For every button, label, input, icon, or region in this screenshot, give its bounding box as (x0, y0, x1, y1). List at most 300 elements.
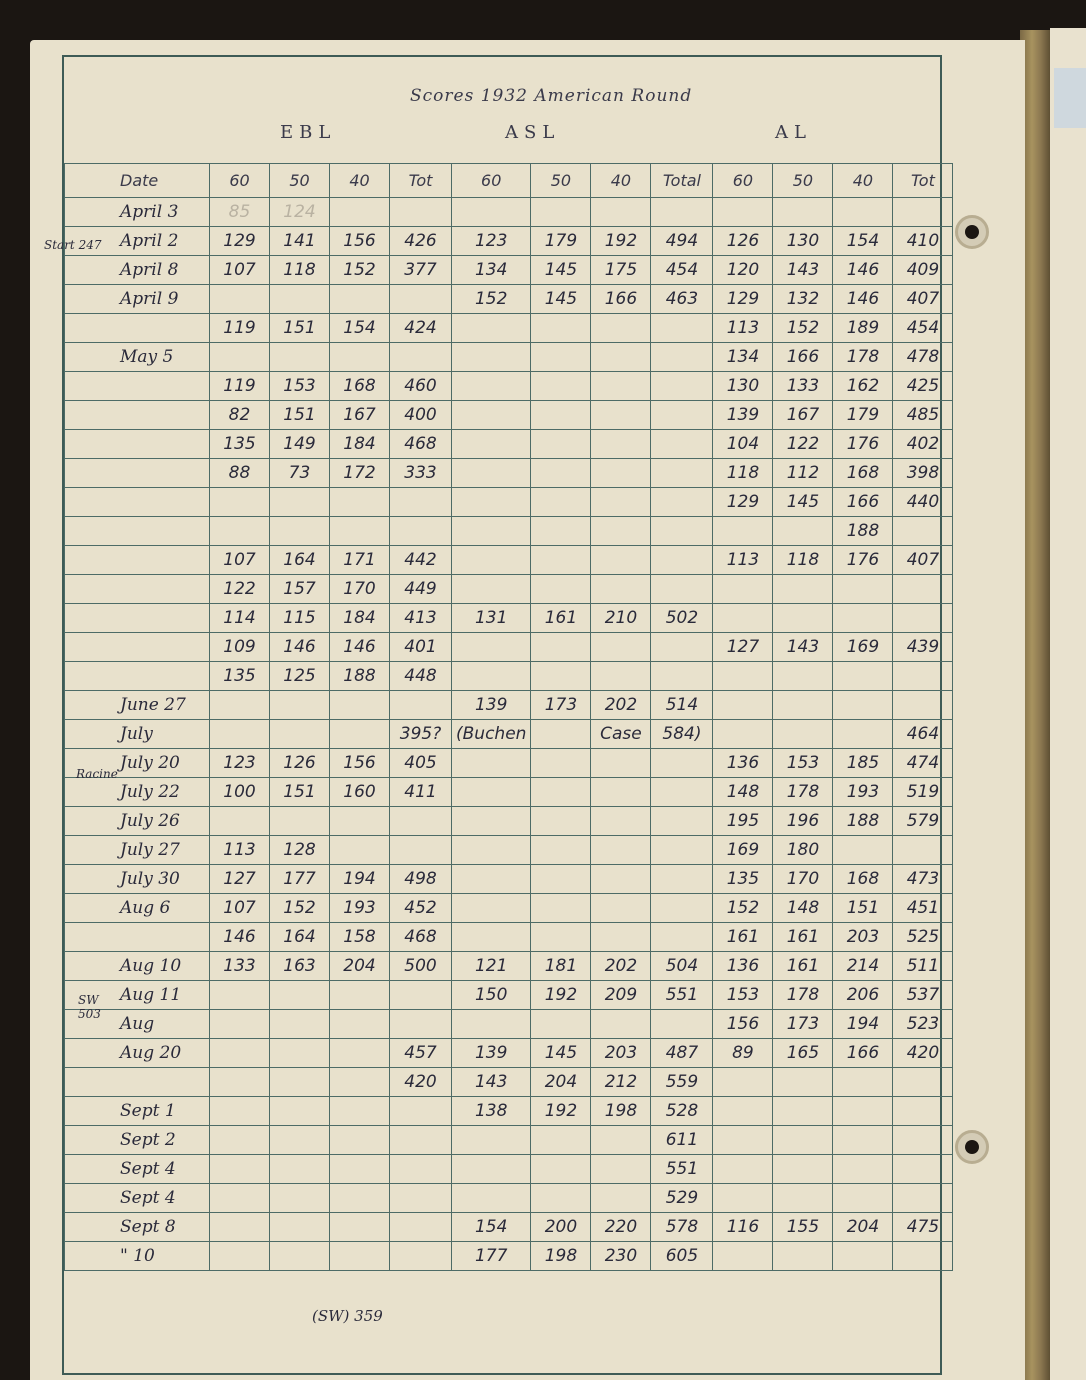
date-cell: July 26 (65, 807, 210, 836)
score-cell: 204 (330, 952, 390, 981)
score-cell: 168 (833, 865, 893, 894)
score-cell (833, 662, 893, 691)
score-cell: 185 (833, 749, 893, 778)
score-cell (531, 430, 591, 459)
score-cell (330, 1126, 390, 1155)
score-cell (591, 836, 651, 865)
score-cell (591, 1155, 651, 1184)
score-cell: 407 (893, 546, 953, 575)
score-cell: 114 (210, 604, 270, 633)
score-cell (531, 517, 591, 546)
score-cell: 523 (893, 1010, 953, 1039)
score-cell: 138 (452, 1097, 531, 1126)
score-cell (452, 662, 531, 691)
score-cell: 151 (270, 401, 330, 430)
table-row (65, 1126, 953, 1155)
table-row (65, 836, 953, 865)
score-cell (330, 1242, 390, 1271)
score-cell (713, 1184, 773, 1213)
score-cell: 475 (893, 1213, 953, 1242)
score-cell (210, 691, 270, 720)
score-cell: 452 (390, 894, 452, 923)
score-cell: 413 (390, 604, 452, 633)
score-cell (591, 343, 651, 372)
score-cell (452, 1010, 531, 1039)
column-header: Total (651, 164, 713, 198)
score-cell: 192 (591, 227, 651, 256)
score-cell (713, 720, 773, 749)
score-cell: 440 (893, 488, 953, 517)
score-cell (270, 807, 330, 836)
score-cell: 161 (531, 604, 591, 633)
score-cell: 119 (210, 372, 270, 401)
score-cell (330, 1155, 390, 1184)
table-row (65, 198, 953, 227)
column-header: 40 (591, 164, 651, 198)
score-cell: 161 (773, 952, 833, 981)
score-cell (651, 546, 713, 575)
score-cell: 107 (210, 894, 270, 923)
table-row (65, 604, 953, 633)
score-cell (210, 1068, 270, 1097)
date-cell (65, 401, 210, 430)
score-cell (651, 372, 713, 401)
score-cell: 160 (330, 778, 390, 807)
table-row (65, 575, 953, 604)
score-cell (210, 517, 270, 546)
score-cell: 125 (270, 662, 330, 691)
score-cell: 179 (833, 401, 893, 430)
score-cell (591, 749, 651, 778)
score-cell (591, 778, 651, 807)
score-cell (651, 633, 713, 662)
score-cell (651, 894, 713, 923)
score-cell (270, 691, 330, 720)
score-cell (452, 401, 531, 430)
score-cell: 161 (773, 923, 833, 952)
date-cell: July 27 (65, 836, 210, 865)
score-cell (452, 575, 531, 604)
score-cell (531, 1155, 591, 1184)
score-cell (452, 430, 531, 459)
score-cell: 605 (651, 1242, 713, 1271)
group-ebl: EBL (280, 122, 337, 143)
table-row (65, 952, 953, 981)
score-cell: 188 (833, 517, 893, 546)
score-cell (531, 720, 591, 749)
table-row (65, 372, 953, 401)
score-cell: 448 (390, 662, 452, 691)
score-cell: 409 (893, 256, 953, 285)
score-cell: 151 (270, 314, 330, 343)
score-cell: 146 (833, 256, 893, 285)
score-cell (330, 1213, 390, 1242)
score-cell (330, 691, 390, 720)
score-cell: 220 (591, 1213, 651, 1242)
score-cell (270, 1155, 330, 1184)
score-cell: 177 (270, 865, 330, 894)
score-cell: 170 (330, 575, 390, 604)
date-cell: Aug 11 (65, 981, 210, 1010)
score-cell: 113 (713, 314, 773, 343)
score-cell: 400 (390, 401, 452, 430)
column-header: 40 (833, 164, 893, 198)
score-cell: 468 (390, 923, 452, 952)
score-cell: 198 (591, 1097, 651, 1126)
score-cell: 551 (651, 981, 713, 1010)
date-cell: May 5 (65, 343, 210, 372)
score-cell (390, 691, 452, 720)
score-cell (330, 836, 390, 865)
score-cell (531, 633, 591, 662)
score-cell: 148 (773, 894, 833, 923)
score-cell (591, 894, 651, 923)
score-cell: 85 (210, 198, 270, 227)
score-cell (713, 662, 773, 691)
score-cell: 156 (713, 1010, 773, 1039)
score-cell (651, 662, 713, 691)
score-cell (452, 198, 531, 227)
score-cell (390, 198, 452, 227)
score-cell: 551 (651, 1155, 713, 1184)
score-cell (270, 343, 330, 372)
score-cell (330, 1184, 390, 1213)
score-cell: 377 (390, 256, 452, 285)
page-title: Scores 1932 American Round (410, 86, 693, 106)
score-cell (390, 517, 452, 546)
score-cell: 131 (452, 604, 531, 633)
score-cell: 426 (390, 227, 452, 256)
table-row (65, 807, 953, 836)
score-cell: 203 (833, 923, 893, 952)
table-row (65, 430, 953, 459)
score-cell: 529 (651, 1184, 713, 1213)
score-cell: 463 (651, 285, 713, 314)
score-cell: 151 (833, 894, 893, 923)
score-cell (591, 430, 651, 459)
score-cell (531, 459, 591, 488)
table-row (65, 546, 953, 575)
score-cell: 178 (773, 778, 833, 807)
date-cell (65, 923, 210, 952)
score-cell: 129 (210, 227, 270, 256)
score-cell: 402 (893, 430, 953, 459)
score-cell (452, 343, 531, 372)
score-cell: 118 (773, 546, 833, 575)
score-cell: 146 (330, 633, 390, 662)
score-cell (531, 372, 591, 401)
score-cell (591, 314, 651, 343)
table-row (65, 778, 953, 807)
date-cell: Sept 4 (65, 1155, 210, 1184)
score-cell (390, 1213, 452, 1242)
score-cell (893, 1097, 953, 1126)
score-cell: 478 (893, 343, 953, 372)
score-cell: 145 (531, 256, 591, 285)
score-cell (773, 1242, 833, 1271)
score-cell (591, 546, 651, 575)
score-cell (651, 865, 713, 894)
date-cell: Sept 4 (65, 1184, 210, 1213)
score-cell: 116 (713, 1213, 773, 1242)
score-cell: 167 (330, 401, 390, 430)
score-cell (773, 1126, 833, 1155)
score-cell: 156 (330, 749, 390, 778)
score-cell: 122 (773, 430, 833, 459)
score-cell (531, 314, 591, 343)
score-cell: 398 (893, 459, 953, 488)
score-cell (330, 981, 390, 1010)
score-cell: 112 (773, 459, 833, 488)
score-cell (390, 1010, 452, 1039)
score-cell (893, 517, 953, 546)
score-cell (330, 1010, 390, 1039)
date-cell (65, 633, 210, 662)
score-cell (270, 1097, 330, 1126)
score-cell (330, 807, 390, 836)
score-cell: Case (591, 720, 651, 749)
margin-note-sw: SW 503 (78, 993, 101, 1021)
score-cell (531, 575, 591, 604)
score-cell: 169 (713, 836, 773, 865)
score-cell (210, 1126, 270, 1155)
score-cell: 152 (713, 894, 773, 923)
score-cell: 172 (330, 459, 390, 488)
score-cell: 559 (651, 1068, 713, 1097)
score-cell (591, 372, 651, 401)
score-cell (651, 343, 713, 372)
score-cell (591, 517, 651, 546)
score-cell: 154 (330, 314, 390, 343)
score-cell: 188 (833, 807, 893, 836)
table-row (65, 1184, 953, 1213)
score-cell: 176 (833, 546, 893, 575)
column-header: 40 (330, 164, 390, 198)
table-row (65, 1068, 953, 1097)
score-cell (270, 1010, 330, 1039)
table-row (65, 343, 953, 372)
score-cell: 175 (591, 256, 651, 285)
date-cell: Aug 10 (65, 952, 210, 981)
score-cell (651, 836, 713, 865)
score-cell: 519 (893, 778, 953, 807)
date-cell: Aug 20 (65, 1039, 210, 1068)
score-cell: 122 (210, 575, 270, 604)
score-cell: 152 (270, 894, 330, 923)
score-cell (833, 1068, 893, 1097)
table-row (65, 691, 953, 720)
score-cell (773, 1068, 833, 1097)
score-cell (531, 778, 591, 807)
score-cell: 460 (390, 372, 452, 401)
score-cell (270, 1213, 330, 1242)
score-cell (591, 662, 651, 691)
score-cell: 176 (833, 430, 893, 459)
table-row (65, 633, 953, 662)
score-cell (773, 662, 833, 691)
score-cell (270, 1184, 330, 1213)
score-cell: 439 (893, 633, 953, 662)
score-cell: 457 (390, 1039, 452, 1068)
score-cell: 420 (390, 1068, 452, 1097)
date-cell: Aug (65, 1010, 210, 1039)
score-cell (833, 198, 893, 227)
score-cell: 152 (773, 314, 833, 343)
score-cell: 100 (210, 778, 270, 807)
score-cell: 193 (833, 778, 893, 807)
score-cell (330, 198, 390, 227)
score-cell: 130 (773, 227, 833, 256)
score-cell: 514 (651, 691, 713, 720)
score-cell: 184 (330, 430, 390, 459)
score-cell: 153 (270, 372, 330, 401)
score-cell (330, 343, 390, 372)
score-cell: 161 (713, 923, 773, 952)
score-cell: 181 (531, 952, 591, 981)
score-cell: 136 (713, 952, 773, 981)
score-cell: 401 (390, 633, 452, 662)
column-header: 60 (452, 164, 531, 198)
score-cell (833, 720, 893, 749)
score-cell: 168 (330, 372, 390, 401)
score-cell: 611 (651, 1126, 713, 1155)
table-row (65, 285, 953, 314)
score-cell: 124 (270, 198, 330, 227)
score-cell (713, 198, 773, 227)
column-header: 50 (270, 164, 330, 198)
score-cell: 146 (833, 285, 893, 314)
score-cell (452, 865, 531, 894)
score-cell (452, 459, 531, 488)
score-cell: 143 (773, 633, 833, 662)
score-cell: 410 (893, 227, 953, 256)
date-cell (65, 372, 210, 401)
score-cell (651, 923, 713, 952)
score-table-body (65, 164, 953, 1271)
score-cell (270, 488, 330, 517)
score-cell: 178 (833, 343, 893, 372)
score-cell (531, 488, 591, 517)
score-cell (330, 488, 390, 517)
score-cell (270, 285, 330, 314)
table-row (65, 720, 953, 749)
score-cell: 113 (210, 836, 270, 865)
score-cell (390, 1126, 452, 1155)
score-cell: 136 (713, 749, 773, 778)
score-cell: 167 (773, 401, 833, 430)
score-cell (591, 1126, 651, 1155)
score-cell: 129 (713, 488, 773, 517)
score-cell (893, 575, 953, 604)
score-cell: 173 (773, 1010, 833, 1039)
score-cell (833, 604, 893, 633)
margin-note-sw-359: (SW) 359 (312, 1307, 383, 1325)
table-row (65, 662, 953, 691)
table-row (65, 923, 953, 952)
score-cell (270, 720, 330, 749)
date-cell: Sept 1 (65, 1097, 210, 1126)
score-cell: 230 (591, 1242, 651, 1271)
score-cell: 135 (210, 430, 270, 459)
score-cell (452, 1126, 531, 1155)
score-cell: 145 (773, 488, 833, 517)
score-cell (713, 1097, 773, 1126)
punch-hole-bottom (955, 1130, 989, 1164)
score-cell: 139 (713, 401, 773, 430)
score-cell: 115 (270, 604, 330, 633)
score-cell (210, 807, 270, 836)
date-cell (65, 517, 210, 546)
table-row (65, 517, 953, 546)
score-cell (531, 343, 591, 372)
score-cell: 500 (390, 952, 452, 981)
table-row (65, 488, 953, 517)
score-cell (452, 1155, 531, 1184)
score-cell: 107 (210, 256, 270, 285)
score-cell (452, 633, 531, 662)
score-cell (591, 401, 651, 430)
score-cell (390, 836, 452, 865)
score-cell: 151 (270, 778, 330, 807)
punch-hole-top (955, 215, 989, 249)
score-cell: 525 (893, 923, 953, 952)
date-cell (65, 459, 210, 488)
header-row (65, 164, 953, 198)
score-cell: 204 (833, 1213, 893, 1242)
column-header: 60 (210, 164, 270, 198)
score-cell: 133 (773, 372, 833, 401)
date-cell (65, 546, 210, 575)
table-row (65, 1213, 953, 1242)
score-cell: 134 (452, 256, 531, 285)
score-cell (390, 1097, 452, 1126)
score-cell (452, 749, 531, 778)
score-cell: 164 (270, 546, 330, 575)
date-cell (65, 662, 210, 691)
score-cell (591, 198, 651, 227)
score-cell (531, 1184, 591, 1213)
group-asl: ASL (505, 122, 561, 143)
score-cell: 130 (713, 372, 773, 401)
score-cell (773, 198, 833, 227)
score-cell: 578 (651, 1213, 713, 1242)
date-cell (65, 430, 210, 459)
date-cell: April 9 (65, 285, 210, 314)
score-cell (713, 575, 773, 604)
score-cell (893, 1068, 953, 1097)
score-cell: 166 (773, 343, 833, 372)
score-cell: 188 (330, 662, 390, 691)
score-cell (531, 865, 591, 894)
column-header: Tot (893, 164, 953, 198)
score-cell: 195 (713, 807, 773, 836)
score-cell: 212 (591, 1068, 651, 1097)
score-cell (773, 691, 833, 720)
table-row (65, 1097, 953, 1126)
score-cell (390, 1184, 452, 1213)
score-cell: 141 (270, 227, 330, 256)
score-cell: 584) (651, 720, 713, 749)
column-header: Date (65, 164, 210, 198)
score-cell (210, 1184, 270, 1213)
score-cell: 163 (270, 952, 330, 981)
score-cell: 464 (893, 720, 953, 749)
date-cell (65, 314, 210, 343)
score-cell: 128 (270, 836, 330, 865)
score-cell (531, 1010, 591, 1039)
score-cell: 164 (270, 923, 330, 952)
score-cell (833, 575, 893, 604)
